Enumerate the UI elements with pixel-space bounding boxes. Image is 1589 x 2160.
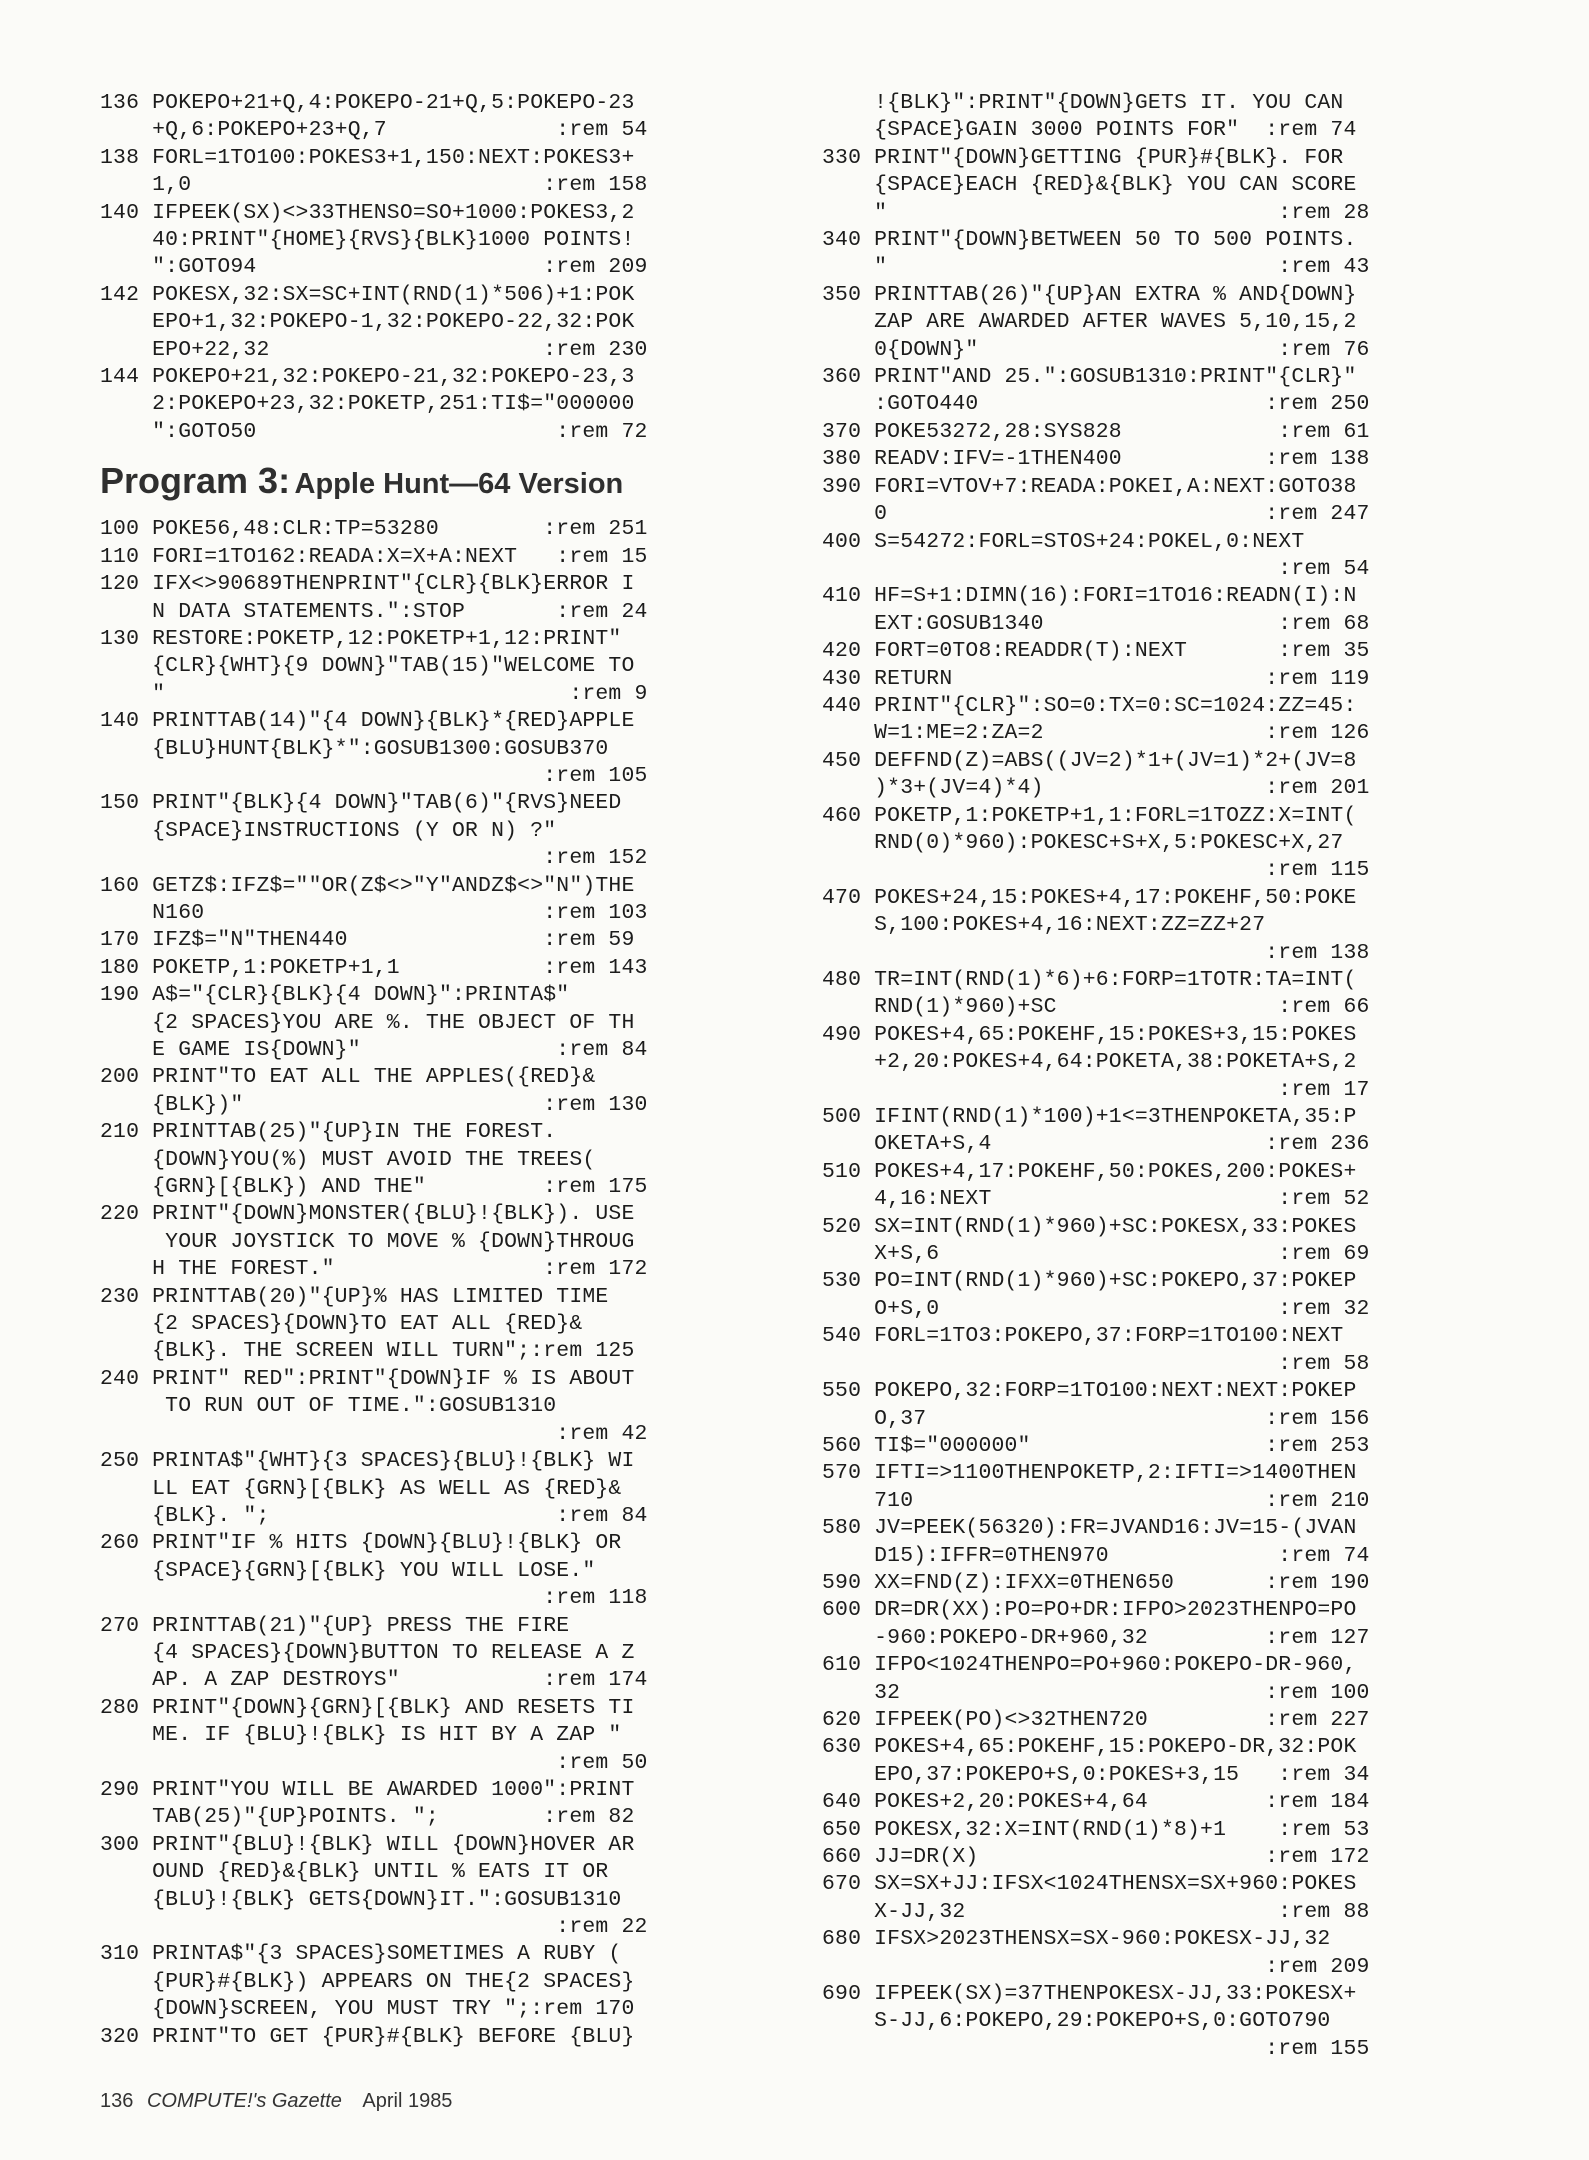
code-line: 250 PRINTA$"{WHT}{3 SPACES}{BLU}!{BLK} WI [100,1449,635,1474]
code-line: YOUR JOYSTICK TO MOVE % {DOWN}THROUG [100,1229,635,1254]
code-line: X-JJ,32 :rem 88 [822,1899,1370,1924]
code-line: S,100:POKES+4,16:NEXT:ZZ=ZZ+27 [822,913,1266,938]
code-line: 110 FORI=1TO162:READA:X=X+A:NEXT :rem 15 [100,544,648,569]
code-line: TAB(25)"{UP}POINTS. "; :rem 82 [100,1805,635,1830]
code-line: X+S,6 :rem 69 [822,1242,1370,1267]
code-line: 510 POKES+4,17:POKEHF,50:POKES,200:POKES+ [822,1159,1357,1184]
code-line: 480 TR=INT(RND(1)*6)+6:FORP=1TOTR:TA=INT( [822,968,1357,992]
code-line: {BLK}. THE SCREEN WILL TURN";:rem 125 [100,1339,635,1364]
code-line: :rem 50 [100,1750,648,1775]
code-line: )*3+(JV=4)*4) :rem 201 [822,776,1370,801]
code-line: 280 PRINT"{DOWN}{GRN}[{BLK} AND RESETS TI [100,1695,635,1720]
code-line: {SPACE}{GRN}[{BLK} YOU WILL LOSE." [100,1558,596,1583]
code-line: AP. A ZAP DESTROYS" :rem 174 [100,1668,648,1693]
code-line: :rem 155 [822,2036,1370,2061]
code-line: TO RUN OUT OF TIME.":GOSUB1310 [100,1394,557,1419]
code-line: 620 IFPEEK(PO)<>32THEN720 :rem 227 [822,1707,1370,1732]
code-line: !{BLK}":PRINT"{DOWN}GETS IT. YOU CAN [822,91,1344,115]
code-line: 100 POKE56,48:CLR:TP=53280 :rem 251 [100,517,648,542]
code-line: 130 RESTORE:POKETP,12:POKETP+1,12:PRINT" [100,626,622,651]
code-line: 32 :rem 100 [822,1680,1370,1705]
code-line: E GAME IS{DOWN}" :rem 84 [100,1038,648,1062]
code-line: 300 PRINT"{BLU}!{BLK} WILL {DOWN}HOVER AR [100,1832,635,1857]
program-listing-continued [822,90,1492,2063]
code-line: 630 POKES+4,65:POKEHF,15:POKEPO-DR,32:POK [822,1735,1357,1760]
code-line: 0 :rem 247 [822,502,1370,527]
code-line: 410 HF=S+1:DIMN(16):FORI=1TO16:READN(I):N [822,584,1357,609]
code-line: 520 SX=INT(RND(1)*960)+SC:POKESX,33:POKES [822,1214,1357,1239]
code-line: 530 PO=INT(RND(1)*960)+SC:POKEPO,37:POKEP [822,1269,1357,1294]
code-line: 560 TI$="000000" :rem 253 [822,1433,1370,1458]
code-line: S-JJ,6:POKEPO,29:POKEPO+S,0:GOTO790 [822,2009,1331,2034]
code-line: {CLR}{WHT}{9 DOWN}"TAB(15)"WELCOME TO [100,654,635,679]
code-line: :rem 22 [100,1915,648,1939]
code-line: +Q,6:POKEPO+23+Q,7 :rem 54 [100,118,648,143]
code-line: :rem 138 [822,940,1370,965]
code-line: 136 POKEPO+21+Q,4:POKEPO-21+Q,5:POKEPO-23 [100,91,635,115]
code-line: {BLK})" :rem 130 [100,1092,648,1117]
code-line: 142 POKESX,32:SX=SC+INT(RND(1)*506)+1:POK [100,282,635,307]
code-line: 500 IFINT(RND(1)*100)+1<=3THENPOKETA,35:P [822,1105,1357,1130]
code-line: 240 PRINT" RED":PRINT"{DOWN}IF % IS ABOUT [100,1366,635,1391]
code-line: 320 PRINT"TO GET {PUR}#{BLK} BEFORE {BLU} [100,2024,635,2049]
code-line: 144 POKEPO+21,32:POKEPO-21,32:POKEPO-23,3 [100,365,635,390]
code-line: 450 DEFFND(Z)=ABS((JV=2)*1+(JV=1)*2+(JV=8 [822,748,1357,773]
code-line: {SPACE}INSTRUCTIONS (Y OR N) ?" [100,818,557,843]
code-line: 230 PRINTTAB(20)"{UP}% HAS LIMITED TIME [100,1284,609,1309]
code-line: 390 FORI=VTOV+7:READA:POKEI,A:NEXT:GOTO38 [822,474,1357,499]
code-line: {PUR}#{BLK}) APPEARS ON THE{2 SPACES} [100,1969,635,1994]
code-line: 170 IFZ$="N"THEN440 :rem 59 [100,928,635,953]
code-line: ME. IF {BLU}!{BLK} IS HIT BY A ZAP " [100,1723,622,1748]
code-line: 640 POKES+2,20:POKES+4,64 :rem 184 [822,1790,1370,1815]
code-line: 220 PRINT"{DOWN}MONSTER({BLU}!{BLK}). USE [100,1202,635,1227]
code-line: H THE FOREST." :rem 172 [100,1257,648,1282]
left-column [100,90,780,2051]
code-line: {SPACE}EACH {RED}&{BLK} YOU CAN SCORE [822,173,1357,198]
code-line: EPO,37:POKEPO+S,0:POKES+3,15 :rem 34 [822,1762,1370,1787]
code-line: 670 SX=SX+JJ:IFSX<1024THENSX=SX+960:POKES [822,1872,1357,1897]
code-line: 610 IFPO<1024THENPO=PO+960:POKEPO-DR-960, [822,1653,1357,1678]
code-line: 590 XX=FND(Z):IFXX=0THEN650 :rem 190 [822,1570,1370,1595]
code-line: :rem 152 [100,846,648,871]
code-line: 580 JV=PEEK(56320):FR=JVAND16:JV=15-(JVAN [822,1516,1357,1541]
code-line: EPO+1,32:POKEPO-1,32:POKEPO-22,32:POK [100,310,635,335]
code-line: " :rem 9 [100,681,648,706]
code-line: 340 PRINT"{DOWN}BETWEEN 50 TO 500 POINTS. [822,228,1357,253]
code-line: {BLU}!{BLK} GETS{DOWN}IT.":GOSUB1310 [100,1887,622,1912]
page-footer [100,2090,452,2113]
code-line: {DOWN}YOU(%) MUST AVOID THE TREES( [100,1147,596,1172]
program-heading [100,460,780,502]
code-line: {2 SPACES}{DOWN}TO EAT ALL {RED}& [100,1312,583,1337]
code-line: -960:POKEPO-DR+960,32 :rem 127 [822,1625,1370,1650]
code-line: 490 POKES+4,65:POKEHF,15:POKES+3,15:POKES [822,1022,1357,1047]
code-line: O,37 :rem 156 [822,1406,1370,1431]
code-line: :rem 209 [822,1954,1370,1979]
code-line: 270 PRINTTAB(21)"{UP} PRESS THE FIRE [100,1613,570,1638]
code-line: 370 POKE53272,28:SYS828 :rem 61 [822,419,1370,444]
code-line: 260 PRINT"IF % HITS {DOWN}{BLU}!{BLK} OR [100,1531,622,1556]
code-line: {GRN}[{BLK}) AND THE" :rem 175 [100,1175,648,1200]
code-line: :rem 58 [822,1351,1370,1376]
code-line: EPO+22,32 :rem 230 [100,337,648,362]
page-number: 136 [100,2090,134,2112]
code-line: :rem 118 [100,1586,648,1611]
code-line: 400 S=54272:FORL=STOS+24:POKEL,0:NEXT [822,529,1305,554]
program-listing [100,516,780,2051]
code-line: 420 FORT=0TO8:READDR(T):NEXT :rem 35 [822,639,1370,664]
code-line: 310 PRINTA$"{3 SPACES}SOMETIMES A RUBY ( [100,1942,622,1967]
code-line: 160 GETZ$:IFZ$=""OR(Z$<>"Y"ANDZ$<>"N")THE [100,873,635,898]
code-line: 440 PRINT"{CLR}":SO=0:TX=0:SC=1024:ZZ=45: [822,693,1357,718]
code-line: {BLU}HUNT{BLK}*":GOSUB1300:GOSUB370 [100,736,609,761]
code-line: 200 PRINT"TO EAT ALL THE APPLES({RED}& [100,1065,596,1090]
program-label: Program 3: [100,460,291,502]
code-line: 150 PRINT"{BLK}{4 DOWN}"TAB(6)"{RVS}NEED [100,791,622,816]
code-line: LL EAT {GRN}[{BLK} AS WELL AS {RED}& [100,1476,622,1501]
code-line: 138 FORL=1TO100:POKES3+1,150:NEXT:POKES3+ [100,145,635,170]
code-line: 120 IFX<>90689THENPRINT"{CLR}{BLK}ERROR I [100,572,635,597]
code-line: 550 POKEPO,32:FORP=1TO100:NEXT:NEXT:POKEP [822,1379,1357,1404]
code-line: 290 PRINT"YOU WILL BE AWARDED 1000":PRINT [100,1777,635,1802]
code-line: {BLK}. "; :rem 84 [100,1503,648,1528]
issue-date: April 1985 [362,2090,453,2112]
code-line: ZAP ARE AWARDED AFTER WAVES 5,10,15,2 [822,310,1357,335]
code-line: 180 POKETP,1:POKETP+1,1 :rem 143 [100,955,648,980]
code-line: 360 PRINT"AND 25.":GOSUB1310:PRINT"{CLR}" [822,365,1357,390]
code-line: ":GOTO50 :rem 72 [100,419,648,444]
code-line: D15):IFFR=0THEN970 :rem 74 [822,1543,1370,1568]
code-line: :rem 17 [822,1077,1370,1102]
code-line: 140 PRINTTAB(14)"{4 DOWN}{BLK}*{RED}APPLE [100,709,635,734]
code-line: :rem 115 [822,858,1370,883]
code-line: :rem 42 [100,1421,648,1446]
code-line: +2,20:POKES+4,64:POKETA,38:POKETA+S,2 [822,1050,1357,1075]
code-line: :rem 54 [822,556,1370,581]
code-line: OUND {RED}&{BLK} UNTIL % EATS IT OR [100,1860,609,1885]
code-line: RND(0)*960):POKESC+S+X,5:POKESC+X,27 [822,830,1344,855]
code-line: 710 :rem 210 [822,1488,1370,1513]
code-line: 0{DOWN}" :rem 76 [822,337,1370,362]
code-line: RND(1)*960)+SC :rem 66 [822,995,1370,1020]
code-line: 690 IFPEEK(SX)=37THENPOKESX-JJ,33:POKESX+ [822,1982,1357,2007]
code-line: ":GOTO94 :rem 209 [100,255,648,280]
code-line: " :rem 28 [822,200,1370,225]
code-line: 1,0 :rem 158 [100,173,648,198]
code-line: 2:POKEPO+23,32:POKETP,251:TI$="000000 [100,392,635,417]
code-line: :rem 105 [100,763,648,788]
code-line: " :rem 43 [822,255,1370,280]
code-line: O+S,0 :rem 32 [822,1296,1370,1321]
code-line: {SPACE}GAIN 3000 POINTS FOR" :rem 74 [822,118,1357,143]
code-line: 4,16:NEXT :rem 52 [822,1187,1370,1212]
code-line: 460 POKETP,1:POKETP+1,1:FORL=1TOZZ:X=INT( [822,803,1357,828]
code-line: :GOTO440 :rem 250 [822,392,1370,417]
code-line: 210 PRINTTAB(25)"{UP}IN THE FOREST. [100,1120,557,1145]
code-line: 600 DR=DR(XX):PO=PO+DR:IFPO>2023THENPO=PO [822,1598,1357,1623]
code-line: 680 IFSX>2023THENSX=SX-960:POKESX-JJ,32 [822,1927,1331,1952]
code-line: {2 SPACES}YOU ARE %. THE OBJECT OF TH [100,1010,635,1035]
code-line: 40:PRINT"{HOME}{RVS}{BLK}1000 POINTS! [100,228,635,253]
code-line: OKETA+S,4 :rem 236 [822,1132,1370,1157]
code-line: N160 :rem 103 [100,900,648,925]
code-line: 660 JJ=DR(X) :rem 172 [822,1845,1370,1869]
code-line: 350 PRINTTAB(26)"{UP}AN EXTRA % AND{DOWN} [822,282,1357,307]
right-column [822,90,1492,2063]
code-line: W=1:ME=2:ZA=2 :rem 126 [822,721,1370,746]
code-line: 190 A$="{CLR}{BLK}{4 DOWN}":PRINTA$" [100,983,570,1008]
program-title: Apple Hunt—64 Version [294,468,624,501]
code-line: 380 READV:IFV=-1THEN400 :rem 138 [822,447,1370,472]
code-line: 430 RETURN :rem 119 [822,666,1370,691]
code-line: 330 PRINT"{DOWN}GETTING {PUR}#{BLK}. FOR [822,145,1344,170]
listing-continuation [100,90,780,446]
code-line: {4 SPACES}{DOWN}BUTTON TO RELEASE A Z [100,1640,635,1665]
code-line: {DOWN}SCREEN, YOU MUST TRY ";:rem 170 [100,1997,635,2022]
code-line: 570 IFTI=>1100THENPOKETP,2:IFTI=>1400THEN [822,1461,1357,1486]
code-line: EXT:GOSUB1340 :rem 68 [822,611,1370,636]
code-line: 140 IFPEEK(SX)<>33THENSO=SO+1000:POKES3,2 [100,200,635,225]
code-line: 470 POKES+24,15:POKES+4,17:POKEHF,50:POKE [822,885,1357,910]
code-line: N DATA STATEMENTS.":STOP :rem 24 [100,599,648,624]
code-line: 540 FORL=1TO3:POKEPO,37:FORP=1TO100:NEXT [822,1324,1344,1349]
code-line: 650 POKESX,32:X=INT(RND(1)*8)+1 :rem 53 [822,1817,1370,1842]
magazine-name: COMPUTE!'s Gazette [146,2090,342,2112]
